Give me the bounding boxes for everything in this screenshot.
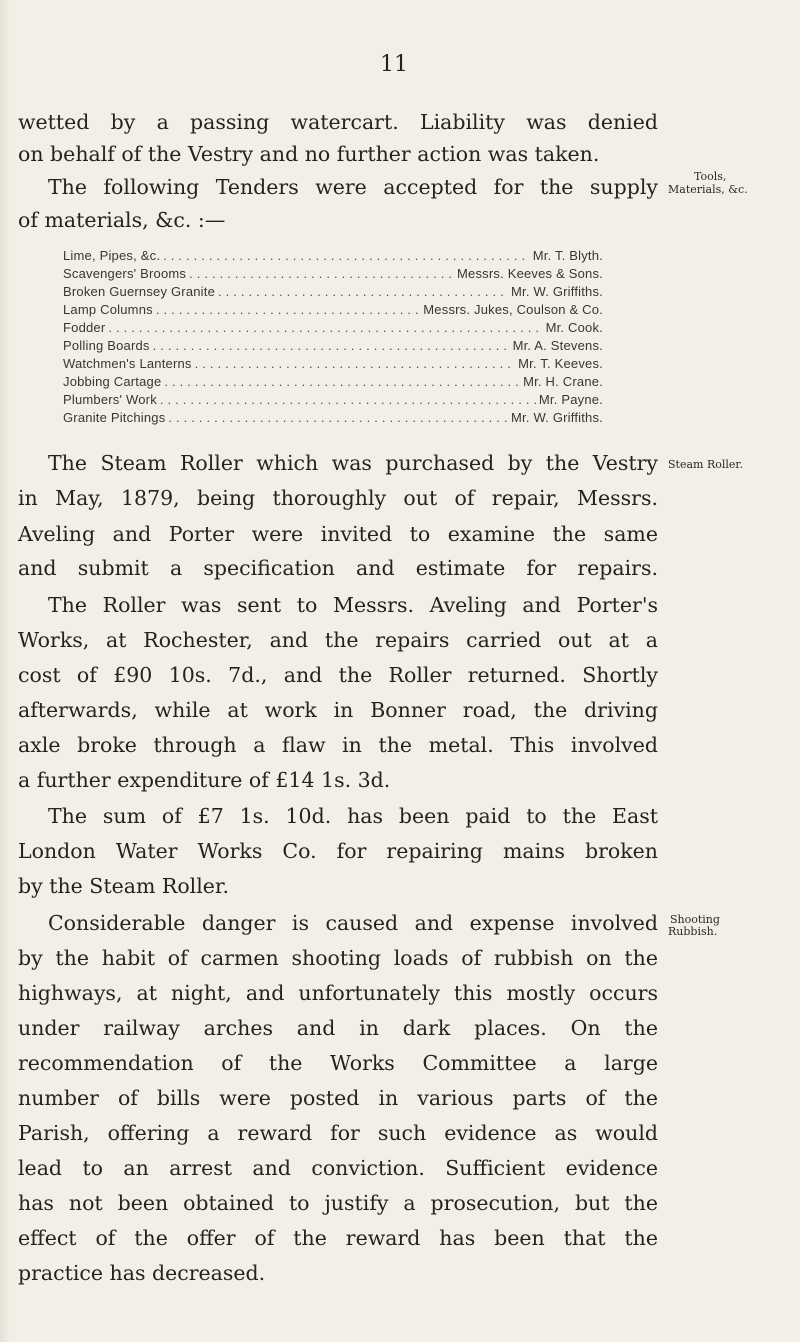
tender-contractor: Mr. T. Keeves. (518, 356, 603, 371)
leader-dots (153, 338, 510, 353)
text-line: Parish, offering a reward for such evidence as would (18, 1121, 658, 1145)
leader-dots (218, 284, 508, 299)
text-line: highways, at night, and unfortunately this mostly occurs (18, 981, 658, 1005)
tender-contractor: Mr. W. Griffiths. (510, 284, 603, 299)
leader-dots (108, 320, 542, 335)
margin-note-shooting-rubbish (668, 914, 720, 938)
leader-dots (163, 248, 530, 263)
tender-item: Broken Guernsey Granite (63, 284, 216, 299)
text-line: Works, at Rochester, and the repairs carried out at a (18, 628, 658, 652)
text-line: practice has decreased. (18, 1261, 266, 1285)
tender-contractor: Mr. H. Crane. (523, 374, 603, 389)
leader-dots (195, 356, 515, 371)
text-line: and submit a specification and estimate for repairs. (18, 556, 658, 580)
text-line: effect of the offer of the reward has been that the (18, 1226, 658, 1250)
text-line: a further expenditure of £14 1s. 3d. (18, 768, 391, 792)
text-line: The sum of £7 1s. 10d. has been paid to the East (48, 804, 658, 828)
text-line: wetted by a passing watercart. Liability was denied (18, 110, 658, 134)
text-line: lead to an arrest and conviction. Sufficient evidence (18, 1156, 658, 1180)
text-line: cost of £90 10s. 7d., and the Roller returned. Shortly (18, 663, 658, 687)
text-line: recommendation of the Works Committee a large (18, 1051, 658, 1075)
tender-row (63, 284, 603, 302)
tender-item: Plumbers' Work (63, 392, 157, 407)
text-line: by the habit of carmen shooting loads of rubbish on the (18, 946, 658, 970)
tender-row (63, 248, 603, 266)
tender-contractor: Mr. Payne. (538, 392, 603, 407)
tenders-list (63, 248, 603, 428)
text-line: in May, 1879, being thoroughly out of repair, Messrs. (18, 486, 658, 510)
margin-note-steam-roller: Steam Roller. (668, 458, 743, 471)
tender-contractor: Mr. T. Blyth. (532, 248, 603, 263)
text-line: The following Tenders were accepted for the supply (48, 175, 658, 199)
text-line: has not been obtained to justify a prosecution, but the (18, 1191, 658, 1215)
text-line: Aveling and Porter were invited to examine the same (18, 522, 658, 546)
tender-item: Jobbing Cartage (63, 374, 162, 389)
leader-dots (164, 374, 520, 389)
tender-row (63, 356, 603, 374)
tender-row (63, 374, 603, 392)
tender-contractor: Mr. W. Griffiths. (510, 410, 603, 425)
margin-note-line: Tools, (694, 170, 727, 183)
text-line: afterwards, while at work in Bonner road, the driving (18, 698, 658, 722)
page-edge-shadow (0, 0, 10, 1342)
tender-item: Lime, Pipes, &c. (63, 248, 161, 263)
tender-item: Fodder (63, 320, 106, 335)
text-line: axle broke through a flaw in the metal. This involved (18, 733, 658, 757)
text-line: The Roller was sent to Messrs. Aveling and Porter's (48, 593, 658, 617)
tender-contractor: Messrs. Jukes, Coulson & Co. (423, 302, 603, 317)
text-line: Considerable danger is caused and expense involved (48, 911, 658, 935)
text-line: London Water Works Co. for repairing mains broken (18, 839, 658, 863)
tender-row (63, 266, 603, 284)
text-line: on behalf of the Vestry and no further action was taken. (18, 142, 600, 166)
tender-item: Lamp Columns (63, 302, 153, 317)
leader-dots (168, 410, 508, 425)
text-line: The Steam Roller which was purchased by the Vestry (48, 451, 658, 475)
tender-row (63, 302, 603, 320)
tender-item: Polling Boards (63, 338, 150, 353)
margin-note-tools (668, 171, 748, 195)
tender-contractor: Messrs. Keeves & Sons. (456, 266, 603, 281)
tender-item: Granite Pitchings (63, 410, 166, 425)
text-line: of materials, &c. :— (18, 208, 226, 232)
margin-note-line: Materials, &c. (668, 183, 748, 196)
tender-row (63, 338, 603, 356)
leader-dots (160, 392, 536, 407)
tender-row (63, 320, 603, 338)
text-line: by the Steam Roller. (18, 874, 229, 898)
tender-item: Scavengers' Brooms (63, 266, 187, 281)
tender-row (63, 392, 603, 410)
leader-dots (156, 302, 420, 317)
tender-item: Watchmen's Lanterns (63, 356, 192, 371)
tender-contractor: Mr. A. Stevens. (512, 338, 603, 353)
page-number: 11 (380, 52, 408, 77)
tender-contractor: Mr. Cook. (545, 320, 603, 335)
margin-note-line: Rubbish. (668, 925, 718, 938)
text-line: number of bills were posted in various parts of the (18, 1086, 658, 1110)
text-line: under railway arches and in dark places. On the (18, 1016, 658, 1040)
leader-dots (189, 266, 454, 281)
margin-note-line: Shooting (670, 913, 720, 926)
tender-row (63, 410, 603, 428)
